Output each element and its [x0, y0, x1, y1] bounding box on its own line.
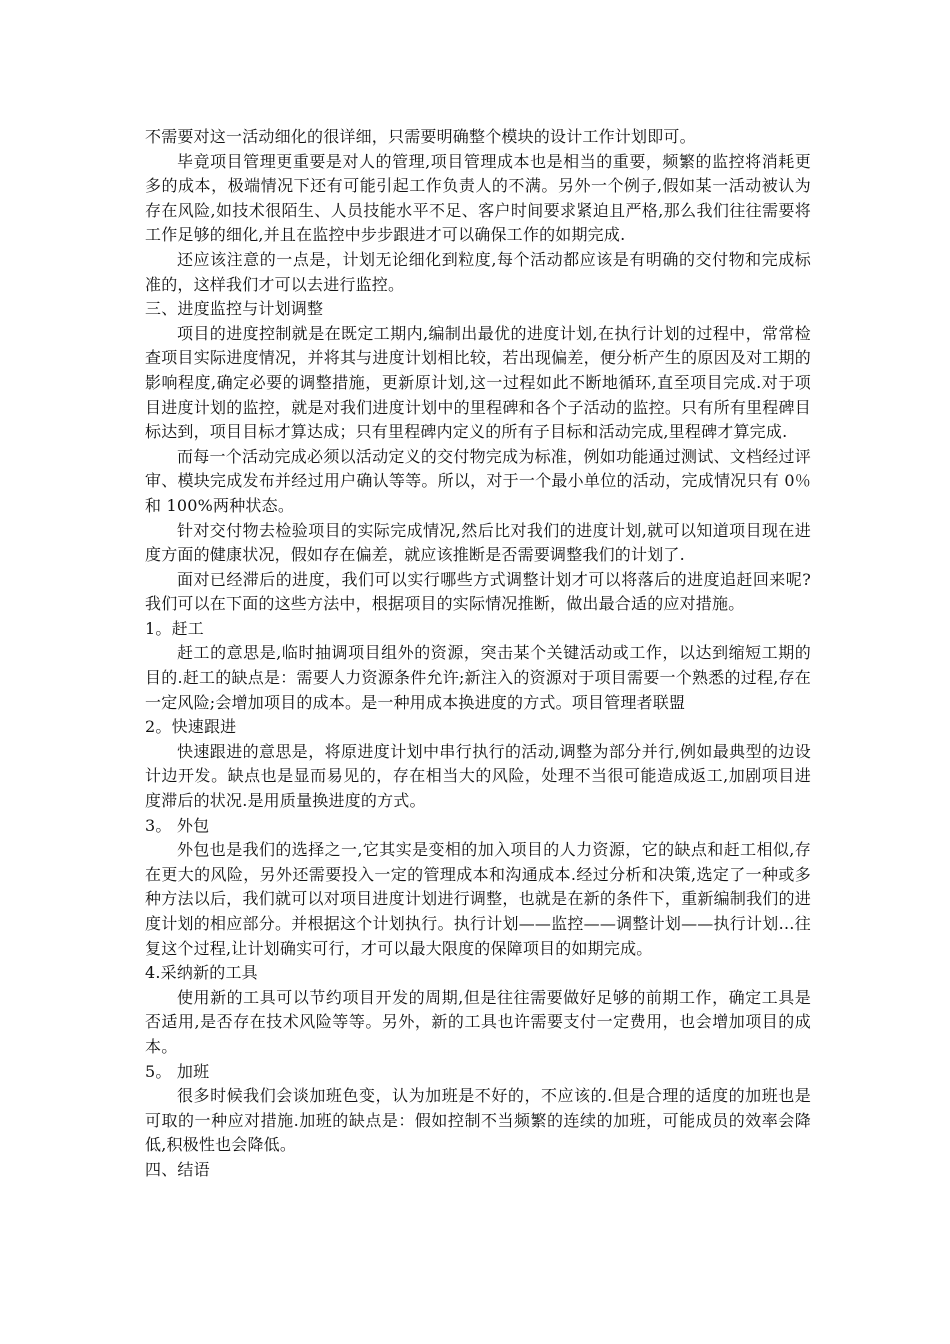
paragraph: 不需要对这一活动细化的很详细，只需要明确整个模块的设计工作计划即可。 [145, 127, 696, 146]
paragraph: 面对已经滞后的进度，我们可以实行哪些方式调整计划才可以将落后的进度追赶回来呢?我们可以在下面的这些方法中，根据项目的实际情况推断，做出最合适的应对措施。 [145, 569, 811, 614]
paragraph: 快速跟进的意思是，将原进度计划中串行执行的活动,调整为部分并行,例如最典型的边设计边开发。缺点也是显而易见的，存在相当大的风险，处理不当很可能造成返工,加剧项目进度滞后的状况.是用质量换进度的方式。 [145, 741, 811, 811]
subsection-heading: 2。快速跟进 [145, 717, 237, 737]
section-heading: 三、进度监控与计划调整 [145, 299, 324, 319]
document-body [145, 125, 811, 1183]
paragraph: 项目的进度控制就是在既定工期内,编制出最优的进度计划,在执行计划的过程中，常常检查项目实际进度情况，并将其与进度计划相比较，若出现偏差，便分析产生的原因及对工期的影响程度,确定必要的调整措施，更新原计划,这一过程如此不断地循环,直至项目完成.对于项目进度计划的监控，就是对我们进度计划中的里程碑和各个子活动的监控。只有所有里程碑目标达到，项目目标才算达成；只有里程碑内定义的所有子目标和活动完成,里程碑才算完成. [145, 323, 811, 442]
paragraph: 外包也是我们的选择之一,它其实是变相的加入项目的人力资源，它的缺点和赶工相似,存在更大的风险，另外还需要投入一定的管理成本和沟通成本.经过分析和决策,选定了一种或多种方法以后，我们就可以对项目进度计划进行调整，也就是在新的条件下，重新编制我们的进度计划的相应部分。并根据这个计划执行。执行计划——监控——调整计划——执行计划…往复这个过程,让计划确实可行，才可以最大限度的保障项目的如期完成。 [145, 840, 811, 958]
paragraph: 赶工的意思是,临时抽调项目组外的资源，突击某个关键活动或工作，以达到缩短工期的目的.赶工的缺点是：需要人力资源条件允许;新注入的资源对于项目需要一个熟悉的过程,存在一定风险;会增加项目的成本。是一种用成本换进度的方式。项目管理者联盟 [145, 643, 811, 712]
section-heading: 四、结语 [145, 1159, 210, 1179]
paragraph: 而每一个活动完成必须以活动定义的交付物完成为标准，例如功能通过测试、文档经过评审、模块完成发布并经过用户确认等等。所以，对于一个最小单位的活动，完成情况只有 0％和 100%两种状态。 [145, 446, 811, 515]
subsection-heading: 1。赶工 [145, 618, 204, 638]
paragraph: 很多时候我们会谈加班色变，认为加班是不好的，不应该的.但是合理的适度的加班也是可取的一种应对措施.加班的缺点是：假如控制不当频繁的连续的加班，可能成员的效率会降低,积极性也会降低。 [145, 1086, 811, 1155]
paragraph: 使用新的工具可以节约项目开发的周期,但是往往需要做好足够的前期工作，确定工具是否适用,是否存在技术风险等等。另外，新的工具也许需要支付一定费用，也会增加项目的成本。 [145, 987, 811, 1056]
subsection-heading: 3。 外包 [145, 815, 210, 835]
paragraph: 还应该注意的一点是，计划无论细化到粒度,每个活动都应该是有明确的交付物和完成标准的，这样我们才可以去进行监控。 [145, 249, 811, 294]
subsection-heading: 5。 加班 [145, 1061, 210, 1081]
subsection-heading: 4.采纳新的工具 [145, 963, 258, 983]
paragraph: 针对交付物去检验项目的实际完成情况,然后比对我们的进度计划,就可以知道项目现在进度方面的健康状况，假如存在偏差，就应该推断是否需要调整我们的计划了. [145, 520, 811, 565]
paragraph: 毕竟项目管理更重要是对人的管理,项目管理成本也是相当的重要，频繁的监控将消耗更多的成本，极端情况下还有可能引起工作负责人的不满。另外一个例子,假如某一活动被认为存在风险,如技术很陌生、人员技能水平不足、客户时间要求紧迫且严格,那么我们往往需要将工作足够的细化,并且在监控中步步跟进才可以确保工作的如期完成. [145, 151, 811, 245]
